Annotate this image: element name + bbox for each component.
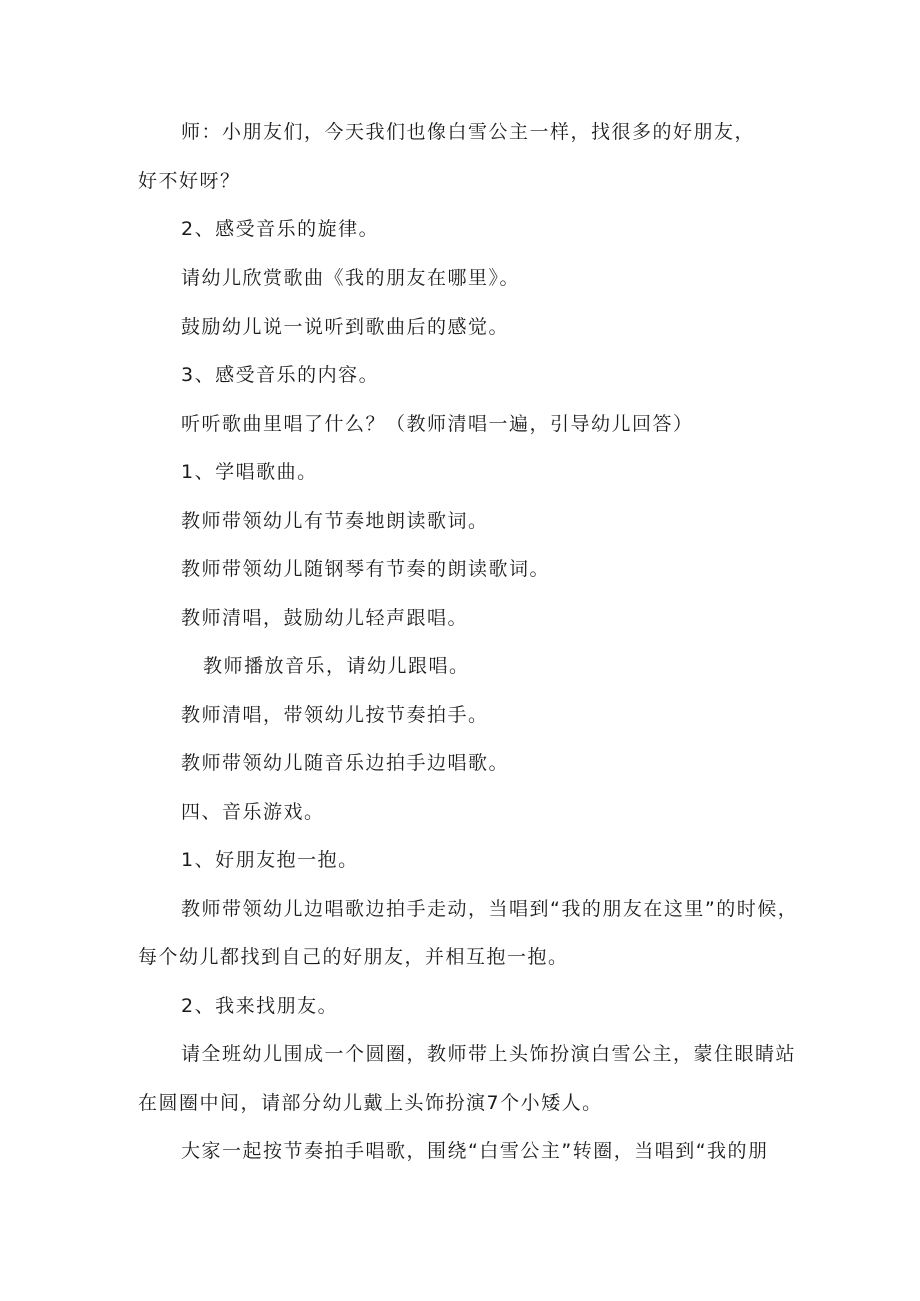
paragraph-line: 听听歌曲里唱了什么？（教师清唱一遍，引导幼儿回答） [181,413,694,435]
paragraph-line: 每个幼儿都找到自己的好朋友，并相互抱一抱。 [138,946,569,968]
paragraph-line: 大家一起按节奏拍手唱歌，围绕“白雪公主”转圈，当唱到“我的朋 [181,1140,769,1162]
paragraph-line: 在圆圈中间，请部分幼儿戴上头饰扮演7个小矮人。 [138,1092,603,1114]
paragraph-line: 好不好呀？ [138,170,241,192]
paragraph-line: 请幼儿欣赏歌曲《我的朋友在哪里》。 [181,267,521,289]
paragraph-line: 教师清唱，带领幼儿按节奏拍手。 [181,704,489,726]
section-heading: 2、感受音乐的旋律。 [181,218,380,240]
section-heading: 1、好朋友抱一抱。 [181,849,359,871]
paragraph-line: 教师清唱，鼓励幼儿轻声跟唱。 [181,607,469,629]
section-heading: 四、音乐游戏。 [181,801,325,823]
paragraph-line: 教师带领幼儿边唱歌边拍手走动，当唱到“我的朋友在这里”的时候， [181,898,799,920]
paragraph-line: 师：小朋友们，今天我们也像白雪公主一样，找很多的好朋友， [181,121,756,143]
paragraph-line: 教师带领幼儿有节奏地朗读歌词。 [181,510,489,532]
paragraph-line: 教师带领幼儿随钢琴有节奏的朗读歌词。 [181,558,551,580]
paragraph-line: 鼓励幼儿说一说听到歌曲后的感觉。 [181,316,510,338]
paragraph-line: 教师播放音乐，请幼儿跟唱。 [203,655,470,677]
section-heading: 2、我来找朋友。 [181,995,339,1017]
paragraph-line: 教师带领幼儿随音乐边拍手边唱歌。 [181,752,510,774]
section-heading: 1、学唱歌曲。 [181,461,318,483]
section-heading: 3、感受音乐的内容。 [181,364,380,386]
paragraph-line: 请全班幼儿围成一个圆圈，教师带上头饰扮演白雪公主，蒙住眼睛站 [181,1043,797,1065]
